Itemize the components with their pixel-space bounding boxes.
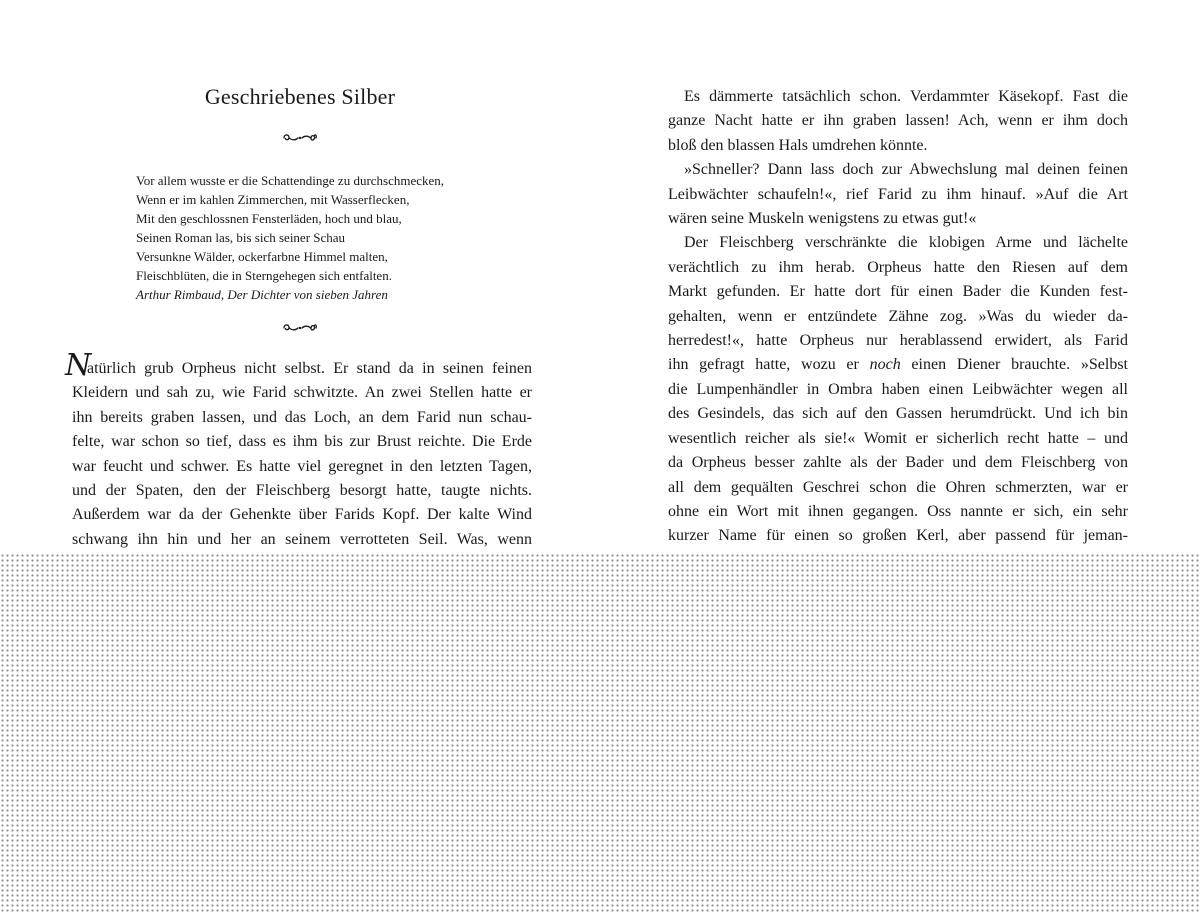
text-line: Der Fleischberg verschränkte die klobigen Arme und lächelte [684, 234, 1128, 252]
text-line [668, 353, 1128, 377]
epigraph-line: Wenn er im kahlen Zimmerchen, mit Wasserflecken, [136, 192, 410, 207]
text-line: Kleidern und sah zu, wie Farid schwitzte. An zwei Stellen hatte er [72, 384, 532, 402]
text-line: schwang ihn hin und her an seinem verrotteten Seil. Was, wenn [72, 530, 532, 548]
text-line: Außerdem war da der Gehenkte über Farids Kopf. Der kalte Wind [72, 506, 532, 524]
text-line: wesentlich reicher als sie!« Womit er sicherlich recht hatte – und [668, 429, 1128, 447]
emphasis: noch [869, 356, 901, 374]
text-line: all dem gequälten Geschrei schon die Ohren schmerzten, war er [668, 478, 1128, 496]
text-line: die Lumpenhändler in Ombra haben einen Leibwächter wegen all [668, 380, 1128, 398]
text-line: war feucht und schwer. Es hatte viel geregnet in den letzten Tagen, [72, 457, 532, 475]
epigraph [136, 171, 516, 304]
drop-cap: N [65, 348, 92, 383]
text-line: ganze Nacht hatte er ihn graben lassen! Ach, wenn er ihm doch [668, 112, 1128, 130]
epigraph-line: Mit den geschlossnen Fensterläden, hoch und blau, [136, 211, 402, 226]
text-line: herredest!«, hatte Orpheus nur herablassend erwidert, als Farid [668, 332, 1128, 350]
text-line [65, 348, 532, 383]
ornament-flourish-icon [0, 321, 600, 337]
text-line: ihn bereits graben lassen, und das Loch, an dem Farid nun schau- [72, 408, 532, 426]
right-body-text [668, 85, 1128, 598]
text-line: Es dämmerte tatsächlich schon. Verdammter Käsekopf. Fast die [684, 88, 1128, 105]
epigraph-line: Vor allem wusste er die Schattendinge zu durchschmecken, [136, 173, 445, 188]
text-line-content: ihn gefragt hatte, wozu er [668, 356, 870, 374]
text-line: felte, war schon so tief, dass es ihm bis zur Brust reichte. Die Erde [72, 433, 532, 451]
text-line: da Orpheus besser zahlte als der Bader und dem Fleischberg von [668, 454, 1128, 472]
chapter-title: Geschriebenes Silber [204, 84, 396, 109]
text-line: bloß den blassen Hals umdrehen könnte. [668, 136, 928, 154]
text-line: ohne ein Wort mit ihnen gegangen. Oss nannte er sich, ein sehr [668, 502, 1128, 520]
text-line: gehalten, wenn er entzündete Zähne zog. »Was du wieder da- [668, 307, 1128, 325]
left-body-text [65, 348, 532, 577]
text-line: kurzer Name für einen so großen Kerl, aber passend für jeman- [668, 527, 1128, 545]
dotted-cover-overlay [0, 553, 1200, 912]
text-line-content: einen Diener brauchte. »Selbst [900, 356, 1129, 374]
text-line: verächtlich zu ihm herab. Orpheus hatte den Riesen auf dem [668, 258, 1128, 276]
text-line-content: atürlich grub Orpheus nicht selbst. Er stand da in seinen feinen [87, 360, 532, 377]
epigraph-line: Seinen Roman las, bis sich seiner Schau [136, 230, 346, 245]
text-line: des Gesindels, das sich auf den Gassen herumdrückt. Und ich bin [668, 405, 1128, 423]
epigraph-line: Fleischblüten, die in Sterngehegen sich entfalten. [136, 268, 392, 283]
text-line: wären seine Muskeln wenigstens zu etwas gut!« [668, 210, 977, 228]
text-line: Markt gefunden. Er hatte dort für einen Bader die Kunden fest- [668, 283, 1128, 301]
epigraph-line: Versunkne Wälder, ockerfarbne Himmel malten, [136, 249, 388, 264]
epigraph-attribution: Arthur Rimbaud, Der Dichter von sieben Jahren [136, 287, 388, 302]
text-line: Leibwächter schaufeln!«, rief Farid zu ihm hinauf. »Auf die Art [668, 185, 1128, 203]
text-line: »Schneller? Dann lass doch zur Abwechslung mal deinen feinen [684, 161, 1128, 179]
ornament-flourish-icon [0, 131, 600, 147]
text-line: und der Spaten, den der Fleischberg besorgt hatte, taugte nichts. [72, 482, 532, 500]
